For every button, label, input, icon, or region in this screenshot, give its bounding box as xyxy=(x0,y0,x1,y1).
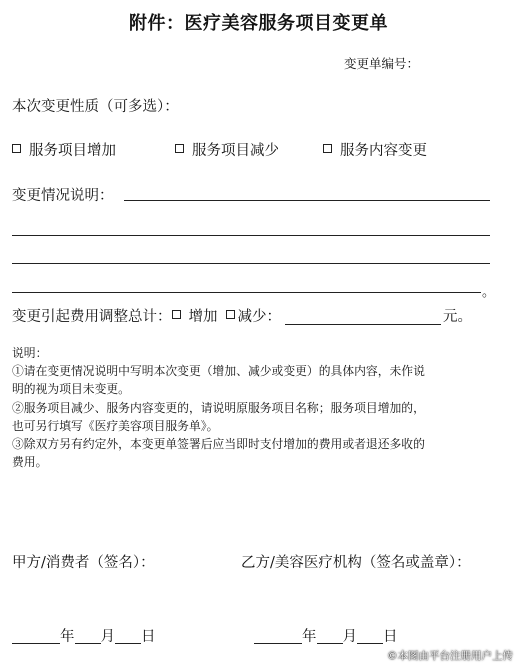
change-nature-label: 本次变更性质（可多选）： xyxy=(12,99,179,115)
note-line: 明的视为项目未变更。 xyxy=(12,382,130,397)
note-line: 费用。 xyxy=(12,455,48,470)
change-description-label: 变更情况说明： xyxy=(12,188,114,204)
month-field[interactable] xyxy=(75,629,101,644)
year-field[interactable] xyxy=(254,629,302,644)
option-label: 服务内容变更 xyxy=(340,143,427,159)
month-field[interactable] xyxy=(317,629,343,644)
platform-watermark: ©本图由平台注册用户上传 xyxy=(387,650,513,662)
description-line-3[interactable] xyxy=(12,263,490,264)
year-field[interactable] xyxy=(12,629,60,644)
option-label: 服务项目增加 xyxy=(29,143,116,159)
option-service-decrease[interactable] xyxy=(175,139,279,160)
day-field[interactable] xyxy=(115,629,141,644)
day-label: 日 xyxy=(141,629,156,645)
day-field[interactable] xyxy=(357,629,383,644)
note-line: ③除双方另有约定外，本变更单签署后应当即时支付增加的费用或者退还多收的 xyxy=(12,437,425,452)
note-line: ②服务项目减少、服务内容变更的，请说明原服务项目名称；服务项目增加的， xyxy=(12,400,425,415)
checkbox-decrease-icon[interactable] xyxy=(226,310,235,319)
notes-heading: 说明： xyxy=(12,346,48,360)
checkbox-icon[interactable] xyxy=(175,144,184,153)
party-b-date xyxy=(254,625,398,646)
option-service-increase[interactable] xyxy=(12,139,116,160)
fee-decrease-label: 减少 xyxy=(237,309,267,325)
document-title: 附件：医疗美容服务项目变更单 xyxy=(129,13,388,34)
month-label: 月 xyxy=(342,629,357,645)
year-label: 年 xyxy=(60,629,75,645)
checkbox-icon[interactable] xyxy=(323,144,332,153)
description-line-2[interactable] xyxy=(12,235,490,236)
checkbox-increase-icon[interactable] xyxy=(172,310,181,319)
option-label: 服务项目减少 xyxy=(192,143,279,159)
fee-increase-label: 增加 xyxy=(188,309,218,325)
fee-amount-field[interactable] xyxy=(285,308,441,325)
description-line-4[interactable] xyxy=(12,292,481,293)
party-b-signature-label: 乙方/美容医疗机构（签名或盖章）： xyxy=(241,555,471,571)
description-end-period: 。 xyxy=(482,285,496,300)
party-a-signature-label: 甲方/消费者（签名）： xyxy=(12,555,155,571)
day-label: 日 xyxy=(383,629,398,645)
month-label: 月 xyxy=(100,629,115,645)
change-number-label: 变更单编号： xyxy=(344,56,420,71)
option-content-change[interactable] xyxy=(323,139,427,160)
description-line-1[interactable] xyxy=(124,200,490,201)
fee-colon: ： xyxy=(266,309,281,325)
party-a-date xyxy=(12,625,156,646)
fee-label: 变更引起费用调整总计： xyxy=(12,309,172,325)
checkbox-icon[interactable] xyxy=(12,144,21,153)
year-label: 年 xyxy=(302,629,317,645)
note-line: 也可另行填写《医疗美容项目服务单》。 xyxy=(12,418,219,433)
fee-unit: 元。 xyxy=(443,309,472,325)
note-line: ①请在变更情况说明中写明本次变更（增加、减少或变更）的具体内容，未作说 xyxy=(12,364,425,379)
fee-adjustment-row xyxy=(12,305,472,326)
notes-section xyxy=(12,344,425,471)
